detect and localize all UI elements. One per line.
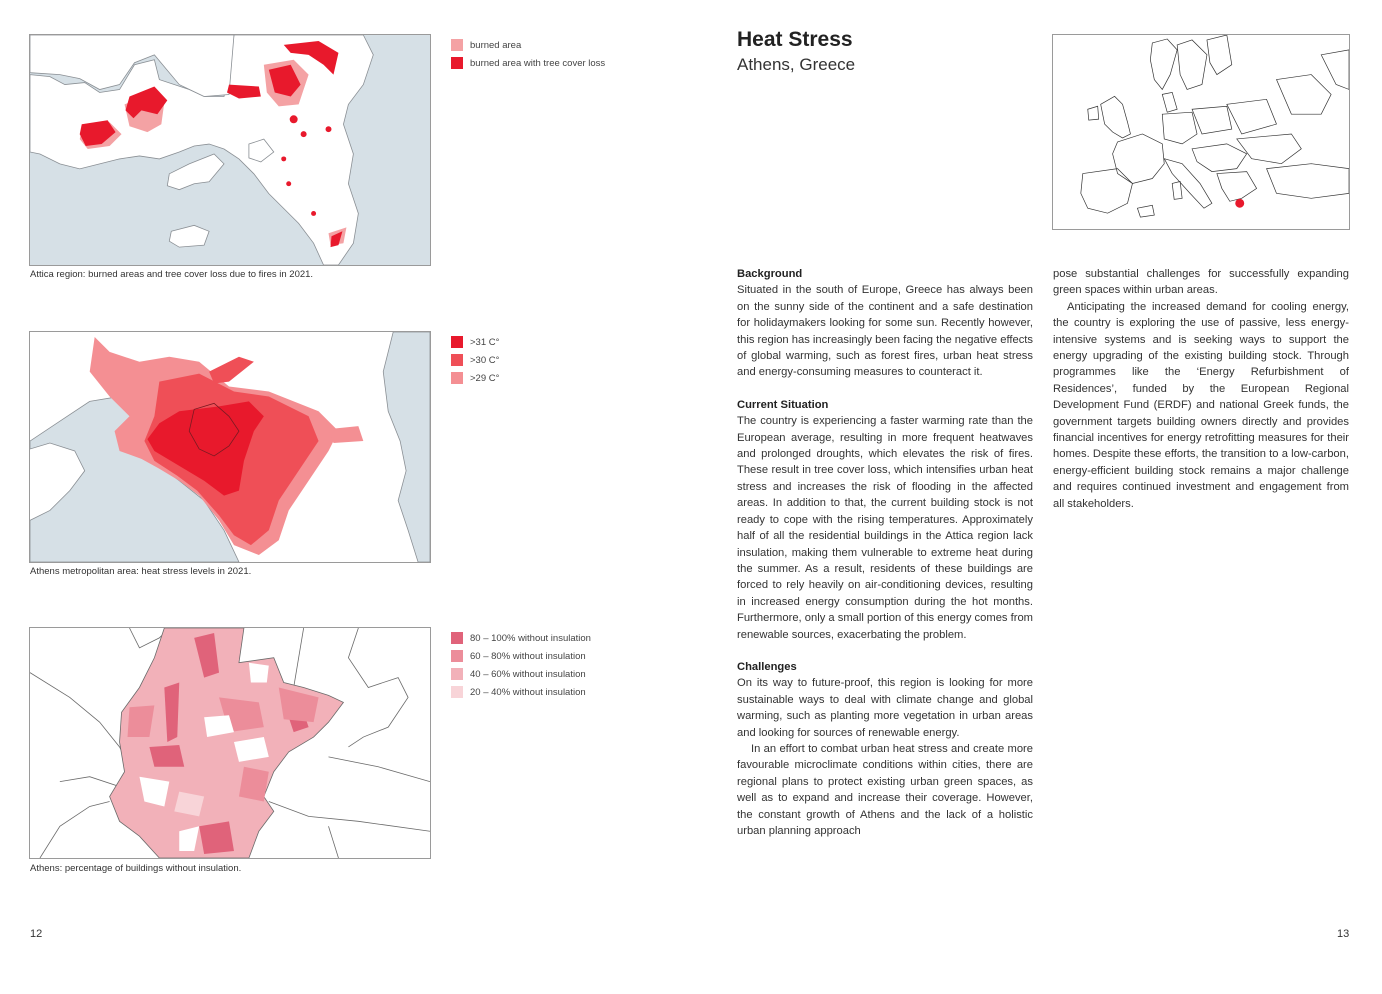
legend-swatch [451, 686, 463, 698]
burned-areas-map-graphic [30, 35, 430, 265]
legend-label: 60 – 80% without insulation [470, 650, 586, 662]
figure-caption: Athens: percentage of buildings without insulation. [30, 863, 242, 874]
legend-item [451, 665, 591, 683]
section-background [737, 266, 1033, 381]
paragraph: Situated in the south of Europe, Greece has always been on the sunny side of the continent and a safe destination for holidaymakers looking for some sun. Recently however, this region has increasingly been facing the negative effects of global warming, such as forest fires, urban heat stress and energy-consuming measures to counteract it. [737, 284, 1033, 379]
legend-item [451, 333, 499, 351]
legend-swatch [451, 57, 463, 69]
figure-caption: Athens metropolitan area: heat stress levels in 2021. [30, 566, 252, 577]
legend-item [451, 351, 499, 369]
legend-swatch [451, 632, 463, 644]
page-number-left: 12 [30, 928, 43, 940]
page-number-right: 13 [1337, 928, 1350, 940]
country-outlines [1081, 35, 1349, 217]
paragraph: The country is experiencing a faster warming rate than the European average, resulting in more frequent heatwaves and prolonged droughts, which elevates the risk of fires. These result in tree cover loss, which intensifies urban heat stress and increases the risk of flooding in the affected areas. In addition to that, the current building stock is not ready to cope with the rising temperatures. Approximately half of all the residential buildings in the Attica region lack insulation, making them vulnerable to extreme heat during the summer. As a result, residents of these buildings are forced to rely heavily on air-conditioning devices, resulting in increased energy consumption during the hot months. Furthermore, only a small portion of this energy comes from renewable sources, exacerbating the problem. [737, 415, 1033, 641]
legend-swatch [451, 668, 463, 680]
paragraph: Anticipating the increased demand for cooling energy, the country is exploring the use of passive, less energy-intensive systems and is seeking ways to support the energy upgrading of the existing building stock. Through programmes like the ‘Energy Refurbishment of Residences’, funded by the European Regional Development Fund (ERDF) and national Greek funds, the government targets building owners directly and provides financial incentives for energy retrofitting measures for their homes. Despite these efforts, the transition to a low-carbon, energy-efficient building stock remains a major challenge and requires continued investment and engagement from all stakeholders. [1053, 300, 1349, 510]
legend-label: 80 – 100% without insulation [470, 632, 591, 644]
europe-map-graphic [1053, 35, 1349, 229]
figure-caption: Attica region: burned areas and tree cover loss due to fires in 2021. [30, 269, 314, 280]
athens-insulation-map [29, 627, 431, 859]
paragraph: In an effort to combat urban heat stress and create more favourable microclimate conditions within cities, there are regional plans to protect existing urban green spaces, as well as to expand and increase their coverage. However, the constant growth of Athens and the lack of a holistic urban planning approach [737, 742, 1033, 837]
legend-item [451, 647, 591, 665]
legend-label: >30 C° [470, 354, 500, 366]
legend-swatch [451, 372, 463, 384]
section-challenges [737, 659, 1033, 839]
legend-label: burned area with tree cover loss [470, 57, 606, 69]
text-column-2 [1053, 266, 1349, 512]
page-subtitle: Athens, Greece [737, 55, 856, 74]
legend-label: 20 – 40% without insulation [470, 686, 586, 698]
text-column-1 [737, 266, 1033, 855]
athens-location-marker [1235, 199, 1244, 208]
legend-item [451, 36, 605, 54]
insulation-map-graphic [30, 628, 430, 858]
page-title: Heat Stress [737, 28, 853, 51]
legend-item [451, 54, 605, 72]
europe-locator-map [1052, 34, 1350, 230]
legend-label: burned area [470, 39, 522, 51]
attica-burned-areas-map [29, 34, 431, 266]
legend-label: >29 C° [470, 372, 500, 384]
section-current-situation [737, 397, 1033, 643]
legend-item [451, 683, 591, 701]
paragraph: pose substantial challenges for successfully expanding green spaces within urban areas. [1053, 268, 1349, 297]
section-heading: Current Situation [737, 398, 829, 411]
legend-item [451, 629, 591, 647]
heat-stress-legend [451, 333, 499, 387]
legend-swatch [451, 650, 463, 662]
burned-areas-legend [451, 36, 605, 72]
section-heading: Challenges [737, 660, 797, 673]
legend-label: >31 C° [470, 336, 500, 348]
section-heading: Background [737, 268, 803, 280]
athens-heat-stress-map [29, 331, 431, 563]
insulation-legend [451, 629, 591, 701]
paragraph: On its way to future-proof, this region is looking for more sustainable ways to deal with climate change and global warming, such as planting more vegetation in urban areas and looking for sources of renewable energy. [737, 677, 1033, 739]
legend-item [451, 369, 499, 387]
heat-stress-map-graphic [30, 332, 430, 562]
legend-label: 40 – 60% without insulation [470, 668, 586, 680]
legend-swatch [451, 354, 463, 366]
legend-swatch [451, 39, 463, 51]
legend-swatch [451, 336, 463, 348]
